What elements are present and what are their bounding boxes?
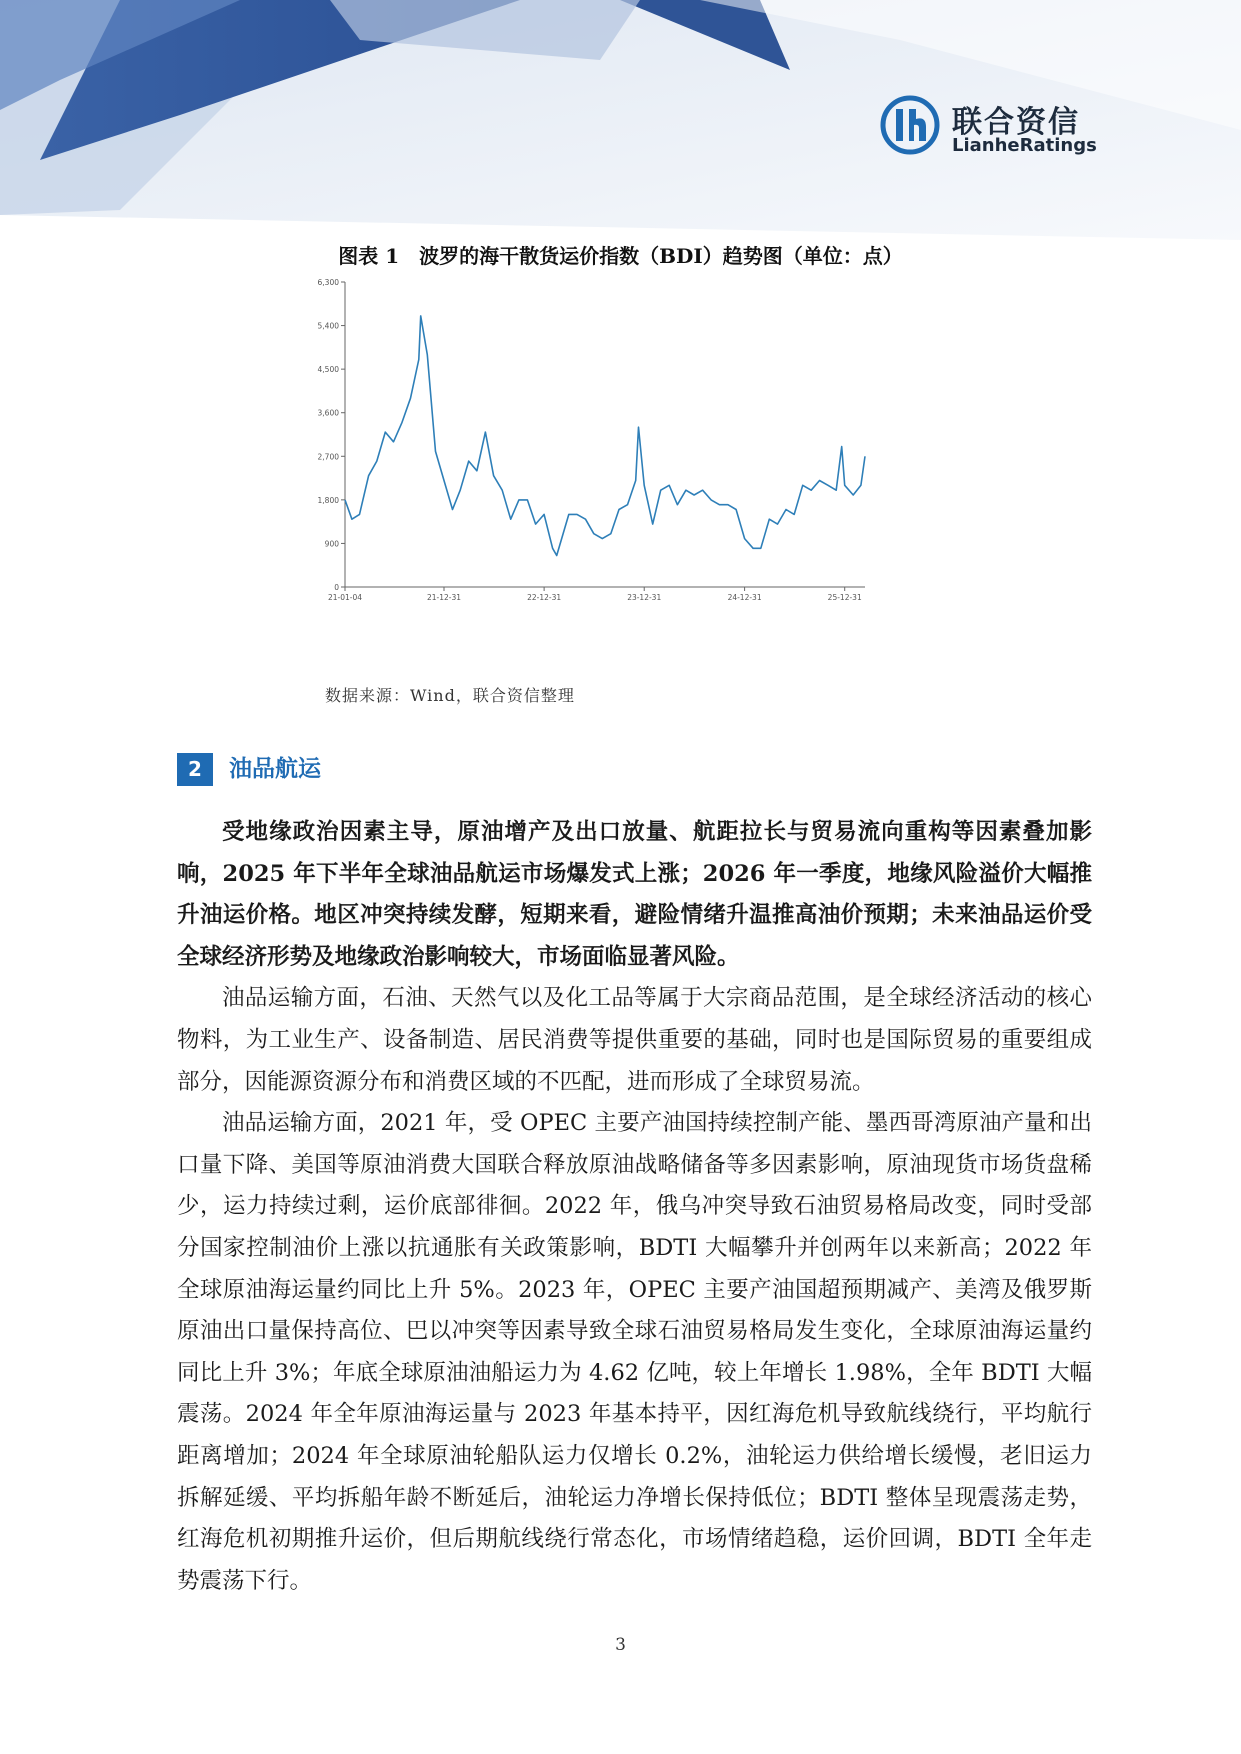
y-tick-label: 2,700 (317, 452, 339, 462)
figure-title: 图表 1 波罗的海干散货运价指数（BDI）趋势图（单位：点） (338, 244, 903, 268)
lead-paragraph: 受地缘政治因素主导，原油增产及出口放量、航距拉长与贸易流向重构等因素叠加影响，2025 年下半年全球油品航运市场爆发式上涨；2026 年一季度，地缘风险溢价大幅推升油运价格。地区冲突持续发酵，短期来看，避险情绪升温推高油价预期；未来油品运价受全球经济形势及地缘政治影响较大，市场面临显著风险。 (177, 819, 1092, 970)
paragraph: 油品运输方面，2021 年，受 OPEC 主要产油国持续控制产能、墨西哥湾原油产量和出口量下降、美国等原油消费大国联合释放原油战略储备等多因素影响，原油现货市场货盘稀少，运力持续过剩，运价底部徘徊。2022 年，俄乌冲突导致石油贸易格局改变，同时受部分国家控制油价上涨以抗通胀有关政策影响，BDTI 大幅攀升并创两年以来新高；2022 年全球原油海运量约同比上升 5%。2023 年，OPEC 主要产油国超预期减产、美湾及俄罗斯原油出口量保持高位、巴以冲突等因素导致全球石油贸易格局发生变化，全球原油海运量约同比上升 3%；年底全球原油油船运力为 4.62 亿吨，较上年增长 1.98%，全年 BDTI 大幅震荡。2024 年全年原油海运量与 2023 年基本持平，因红海危机导致航线绕行，平均航行距离增加；2024 年全球原油轮船队运力仅增长 0.2%，油轮运力供给增长缓慢，老旧运力拆解延缓、平均拆船年龄不断延后，油轮运力净增长保持低位；BDTI 整体呈现震荡走势，红海危机初期推升运价，但后期航线绕行常态化，市场情绪趋稳，运价回调，BDTI 全年走势震荡下行。 (177, 1110, 1092, 1594)
y-tick-label: 1,800 (317, 495, 339, 505)
company-logo (880, 95, 1100, 165)
x-tick-label: 23-12-31 (627, 593, 662, 602)
x-tick-label: 21-01-04 (327, 593, 363, 602)
section-number-badge: 2 (177, 753, 213, 786)
lianhe-logo-icon (880, 95, 940, 155)
y-tick-label: 4,500 (317, 365, 339, 375)
logo-chinese-name: 联合资信 (952, 105, 1080, 140)
y-tick-label: 5,400 (317, 321, 339, 331)
bdi-line-chart (310, 270, 980, 670)
logo-english-name: LianheRatings (952, 135, 1097, 156)
page-number: 3 (615, 1635, 626, 1655)
x-tick-label: 21-12-31 (426, 593, 462, 602)
x-tick-label: 25-12-31 (827, 593, 862, 602)
y-tick-label: 0 (334, 583, 339, 592)
bdi-series-line (345, 316, 865, 556)
body-text (177, 812, 1092, 1602)
paragraph: 油品运输方面，石油、天然气以及化工品等属于大宗商品范围，是全球经济活动的核心物料，为工业生产、设备制造、居民消费等提供重要的基础，同时也是国际贸易的重要组成部分，因能源资源分布和消费区域的不匹配，进而形成了全球贸易流。 (177, 985, 1092, 1095)
x-tick-label: 22-12-31 (527, 593, 562, 602)
x-tick-label: 24-12-31 (727, 593, 762, 602)
y-tick-label: 900 (324, 539, 339, 549)
y-tick-label: 6,300 (317, 278, 339, 287)
section-title: 油品航运 (229, 756, 321, 782)
chart-source-note: 数据来源：Wind，联合资信整理 (325, 686, 575, 705)
y-tick-label: 3,600 (317, 408, 339, 418)
